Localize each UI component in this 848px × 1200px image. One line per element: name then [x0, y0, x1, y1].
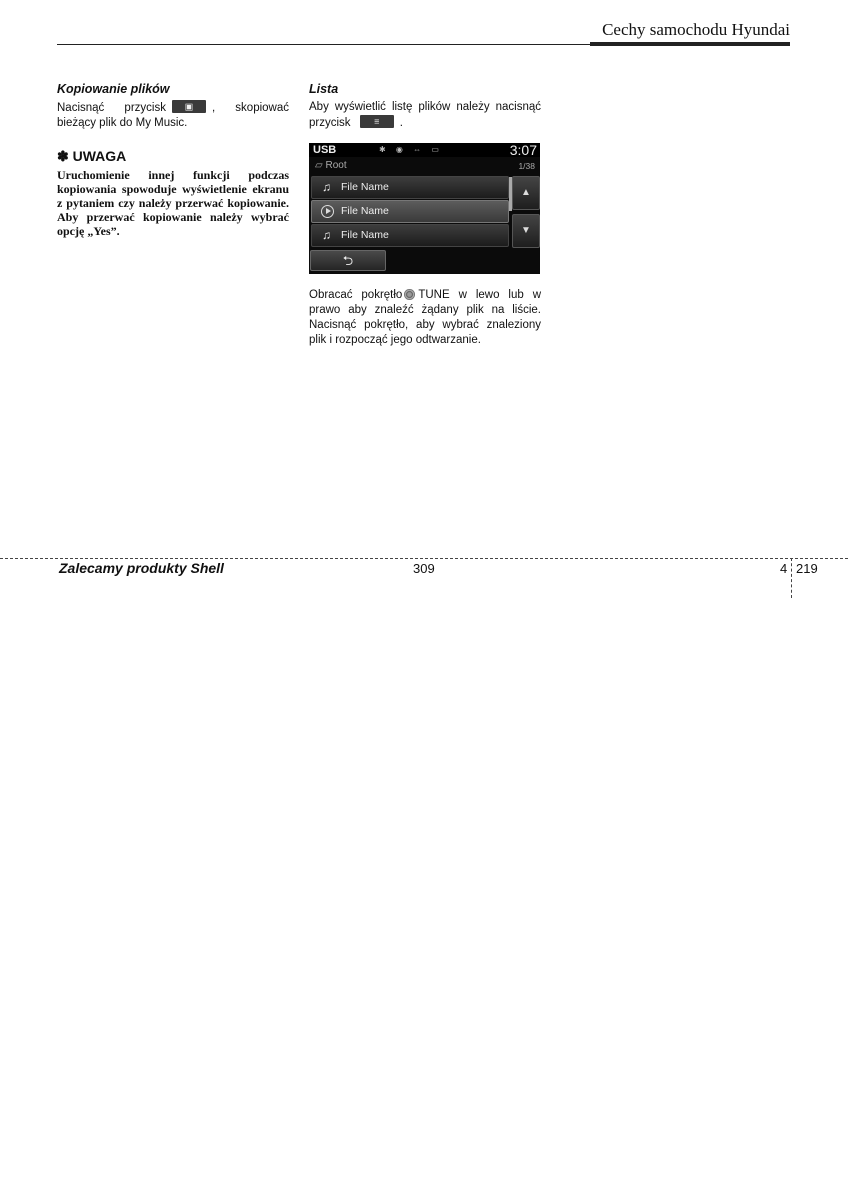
- status-icons: ✱ ◉ ⇔ ▭: [379, 145, 443, 154]
- back-arrow-icon: ⮌: [342, 253, 354, 268]
- list-item[interactable]: [311, 224, 509, 247]
- right-column: [309, 82, 541, 131]
- scroll-up-button[interactable]: [512, 176, 540, 210]
- tune-paragraph: [309, 288, 541, 348]
- status-bar: [309, 143, 540, 157]
- copy-heading: Kopiowanie plików: [57, 82, 170, 96]
- folder-icon: ▱: [315, 160, 323, 171]
- list-text-b: .: [399, 117, 403, 129]
- file-count: 1/38: [518, 161, 535, 171]
- clock: 3:07: [509, 143, 537, 158]
- back-button[interactable]: [310, 250, 386, 271]
- play-icon: [321, 205, 334, 218]
- footer-rule: [0, 558, 848, 559]
- list-item[interactable]: [311, 200, 509, 223]
- footer-left-text: Zalecamy produkty Shell: [59, 560, 224, 576]
- copy-text-b: , skopiować bieżący plik do My Music.: [57, 102, 289, 129]
- tune-text-b: TUNE w lewo lub w prawo aby znaleźć żądany plik na liście. Nacisnąć pokrętło, aby wybrać znaleziony plik i rozpocząć jego odtwarzanie.: [309, 289, 541, 346]
- header-rule-accent: [590, 42, 790, 46]
- source-label: USB: [313, 144, 337, 156]
- page-number: 219: [796, 561, 818, 576]
- list-heading: Lista: [309, 82, 339, 96]
- music-note-icon: ♫: [322, 180, 331, 194]
- folder-row: [315, 159, 537, 173]
- copy-text-a: Nacisnąć przycisk: [57, 102, 166, 114]
- left-column: [57, 82, 289, 238]
- header-title: Cechy samochodu Hyundai: [602, 20, 790, 39]
- tune-text-a: Obracać pokrętło: [309, 289, 403, 301]
- list-icon: ≡: [360, 115, 394, 128]
- tune-knob-icon: [404, 289, 415, 300]
- list-item[interactable]: [311, 176, 509, 199]
- chapter-number: 4: [780, 561, 788, 576]
- caution-text: Uruchomienie innej funkcji podczas kopiowania spowoduje wyświetlenie ekranu z pytaniem czy należy przerwać kopiowanie. Aby przerwać kopiowanie należy wybrać opcję „Yes”.: [57, 168, 289, 238]
- file-name: File Name: [341, 181, 389, 193]
- list-text-a: Aby wyświetlić listę plików należy nacisnąć przycisk: [309, 101, 541, 129]
- copy-paragraph: [57, 100, 289, 131]
- music-note-icon: ♫: [322, 228, 331, 242]
- folder-name: Root: [325, 160, 347, 171]
- caution-title: ✽ UWAGA: [57, 148, 127, 164]
- usb-list-screen: [309, 143, 540, 274]
- scroll-down-button[interactable]: [512, 214, 540, 248]
- triangle-down-icon: ▼: [521, 225, 531, 236]
- list-paragraph: [309, 100, 541, 131]
- footer-center-number: 309: [413, 561, 435, 576]
- save-icon: ▣: [172, 100, 206, 113]
- triangle-up-icon: ▲: [521, 187, 531, 198]
- file-name: File Name: [341, 205, 389, 217]
- file-name: File Name: [341, 229, 389, 241]
- footer-divider: [791, 558, 792, 598]
